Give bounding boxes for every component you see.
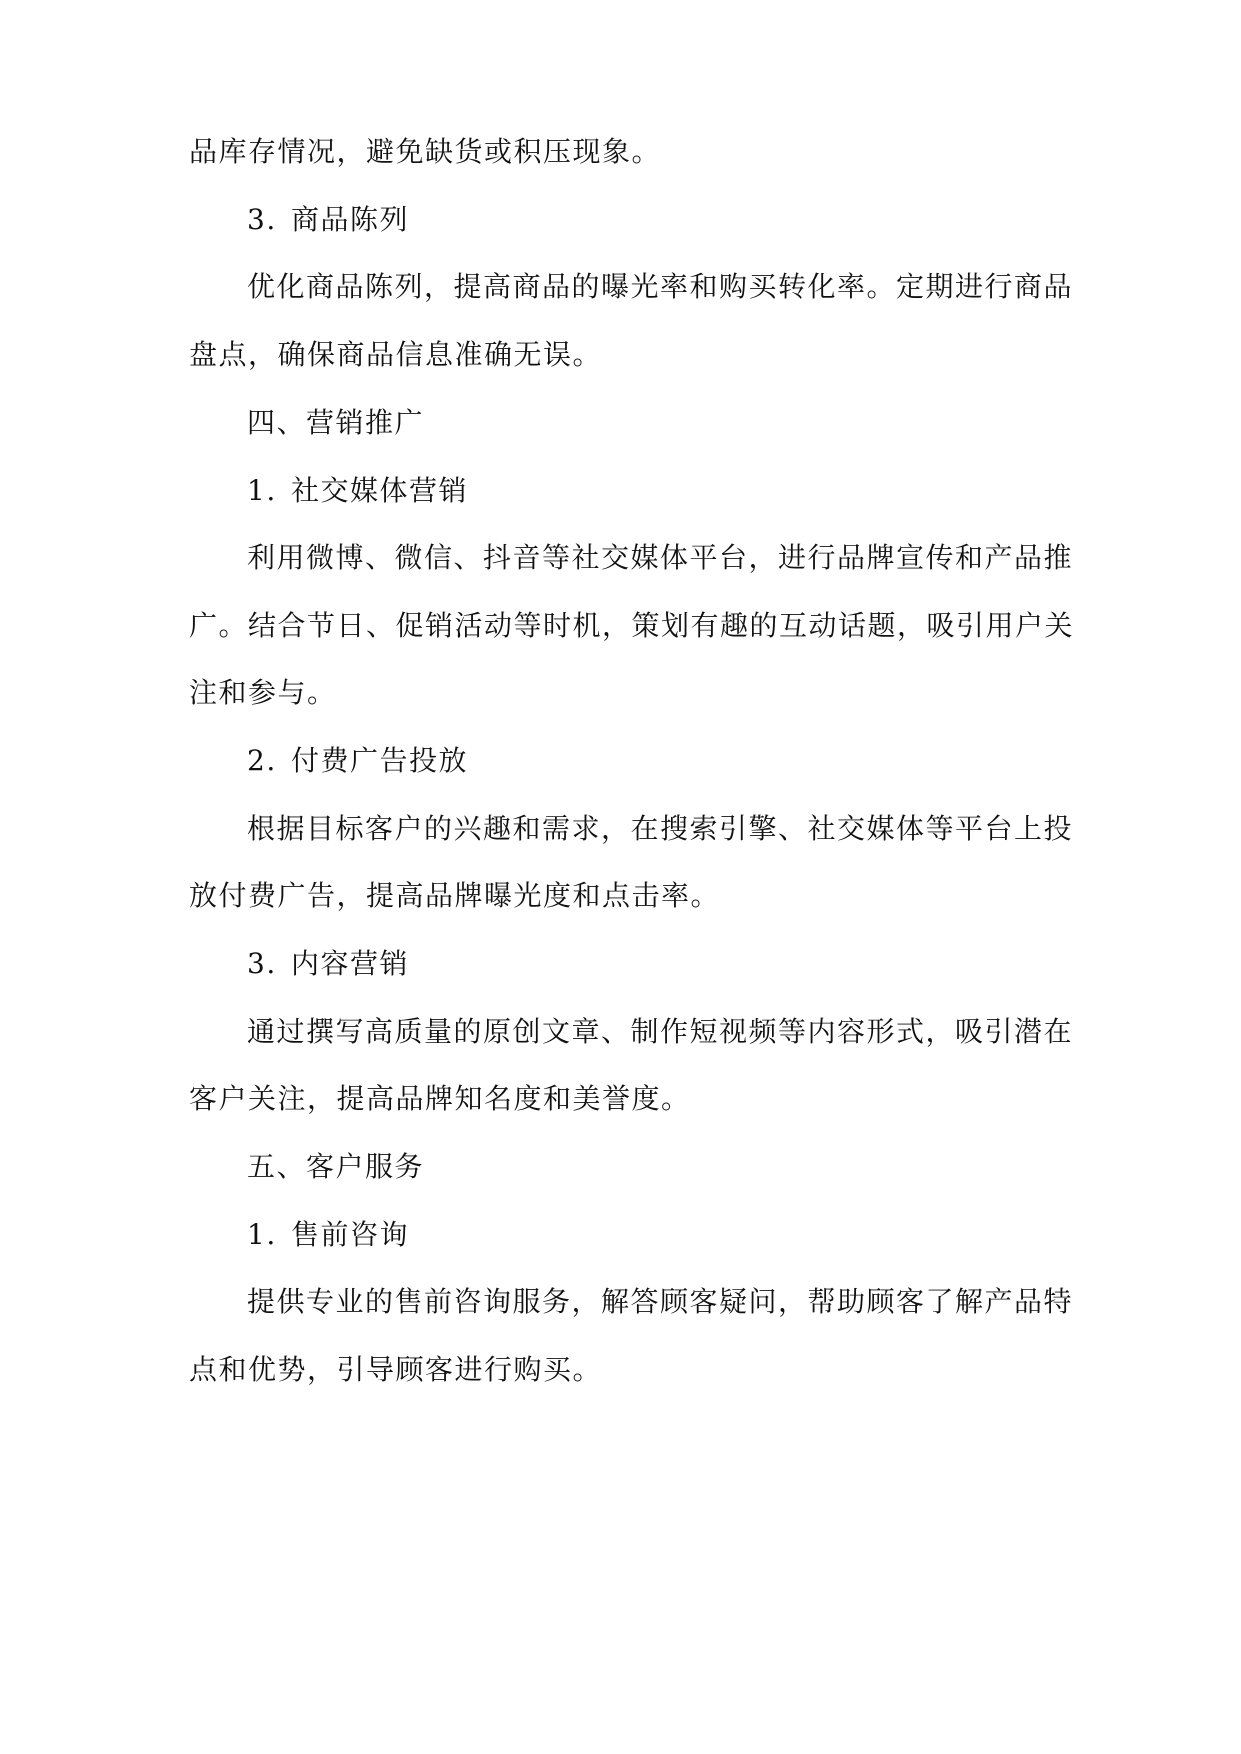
paragraph-line: 点和优势，引导顾客进行购买。 bbox=[189, 1353, 603, 1386]
subheading-presale-consulting bbox=[247, 1215, 409, 1255]
paragraph-line: 通过撰写高质量的原创文章、制作短视频等内容形式，吸引潜在 bbox=[247, 1015, 1074, 1048]
paragraph-line: 提供专业的售前咨询服务，解答顾客疑问，帮助顾客了解产品特 bbox=[247, 1285, 1074, 1318]
paragraph-line: 广。结合节日、促销活动等时机，策划有趣的互动话题，吸引用户关 bbox=[189, 609, 1075, 642]
subheading-text: 付费广告投放 bbox=[291, 744, 469, 777]
subheading-content-marketing bbox=[247, 944, 409, 984]
paragraph-line: 客户关注，提高品牌知名度和美誉度。 bbox=[189, 1082, 691, 1115]
subheading-number: 1. bbox=[247, 474, 277, 507]
subheading-number: 3. bbox=[247, 203, 277, 236]
subheading-product-display bbox=[247, 200, 409, 240]
paragraph-line: 优化商品陈列，提高商品的曝光率和购买转化率。定期进行商品 bbox=[247, 270, 1074, 303]
section-heading-marketing: 四、营销推广 bbox=[247, 406, 425, 439]
subheading-number: 3. bbox=[247, 947, 277, 980]
subheading-paid-ads bbox=[247, 741, 468, 781]
paragraph-line: 品库存情况，避免缺货或积压现象。 bbox=[189, 135, 662, 168]
subheading-number: 2. bbox=[247, 744, 277, 777]
paragraph-line: 盘点，确保商品信息准确无误。 bbox=[189, 338, 603, 371]
subheading-social-media bbox=[247, 471, 468, 511]
subheading-number: 1. bbox=[247, 1218, 277, 1251]
subheading-text: 内容营销 bbox=[291, 947, 410, 980]
subheading-text: 售前咨询 bbox=[291, 1218, 410, 1251]
subheading-text: 社交媒体营销 bbox=[291, 474, 469, 507]
paragraph-line: 利用微博、微信、抖音等社交媒体平台，进行品牌宣传和产品推 bbox=[247, 541, 1074, 574]
section-heading-customer-service: 五、客户服务 bbox=[247, 1150, 425, 1183]
subheading-text: 商品陈列 bbox=[291, 203, 410, 236]
paragraph-line: 放付费广告，提高品牌曝光度和点击率。 bbox=[189, 879, 721, 912]
paragraph-line: 根据目标客户的兴趣和需求，在搜索引擎、社交媒体等平台上投 bbox=[247, 812, 1074, 845]
paragraph-line: 注和参与。 bbox=[189, 676, 337, 709]
